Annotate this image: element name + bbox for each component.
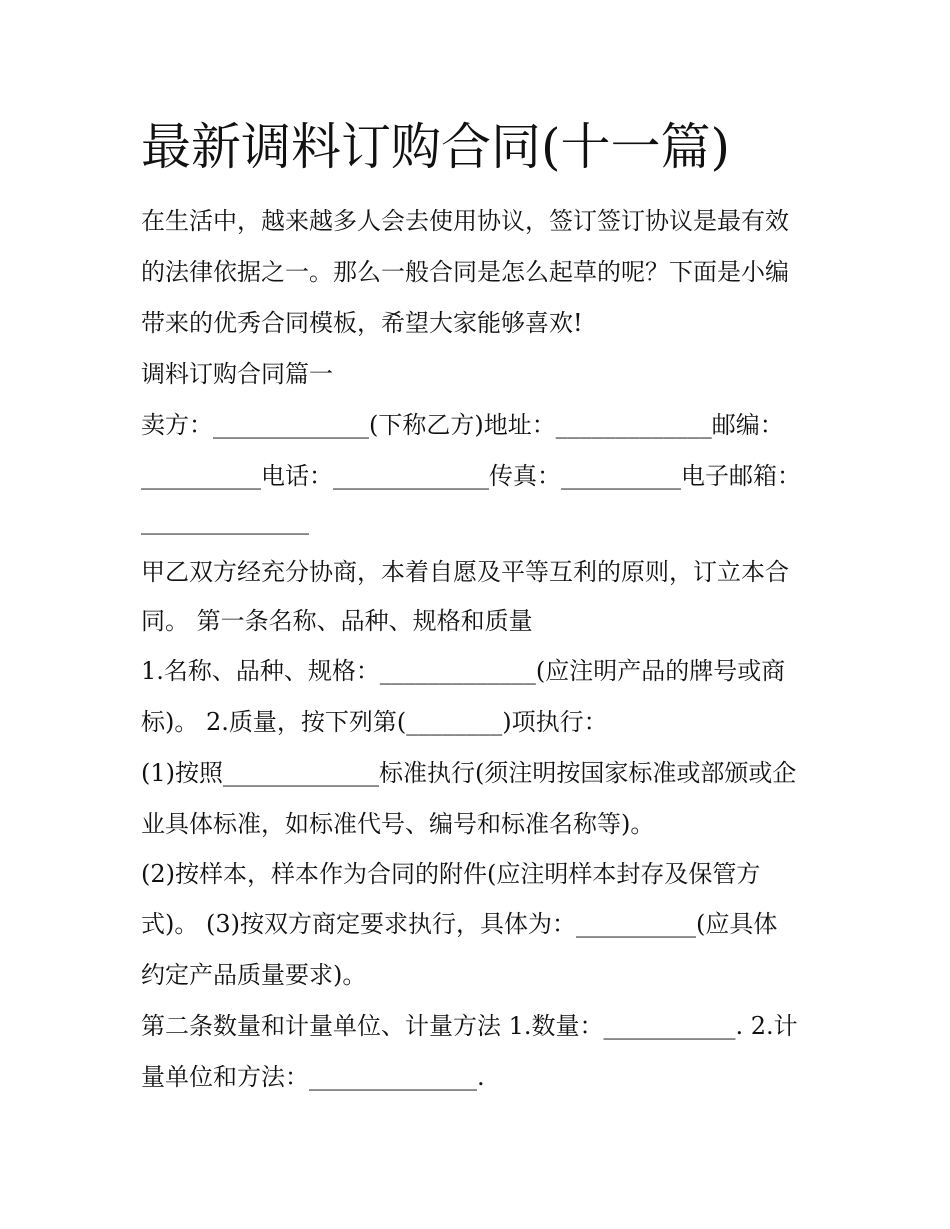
section-heading: 调料订购合同篇一: [141, 360, 333, 388]
seller-line: 卖方：_____________(下称乙方)地址：_____________邮编：: [141, 411, 784, 439]
clause-line-8: 第二条数量和计量单位、计量方法 1.数量：___________. 2.计: [141, 1012, 798, 1040]
clause-line-7: 约定产品质量要求)。: [141, 961, 367, 989]
document-title: 最新调料订购合同(十一篇): [141, 118, 731, 176]
clause-line-5: (2)按样本，样本作为合同的附件(应注明样本封存及保管方: [141, 860, 761, 888]
email-blank-line: ______________: [141, 507, 309, 535]
intro-line-3: 带来的优秀合同模板，希望大家能够喜欢!: [141, 309, 583, 337]
contact-line: __________电话：_____________传真：__________电子邮箱：: [141, 462, 801, 490]
agreement-line-2: 同。 第一条名称、品种、规格和质量: [141, 607, 533, 635]
clause-line-4: 业具体标准，如标准代号、编号和标准名称等)。: [141, 810, 655, 838]
agreement-line-1: 甲乙双方经充分协商，本着自愿及平等互利的原则，订立本合: [141, 558, 789, 586]
clause-line-3: (1)按照_____________标准执行(须注明按国家标准或部颁或企: [141, 759, 797, 787]
clause-line-2: 标)。 2.质量，按下列第(________)项执行：: [141, 708, 608, 736]
clause-line-1: 1.名称、品种、规格：_____________(应注明产品的牌号或商: [141, 657, 786, 685]
clause-line-9: 量单位和方法：______________.: [141, 1063, 485, 1091]
intro-line-2: 的法律依据之一。那么一般合同是怎么起草的呢？下面是小编: [141, 258, 789, 286]
intro-line-1: 在生活中，越来越多人会去使用协议，签订签订协议是最有效: [141, 207, 789, 235]
clause-line-6: 式)。 (3)按双方商定要求执行，具体为：__________(应具体: [141, 910, 778, 938]
